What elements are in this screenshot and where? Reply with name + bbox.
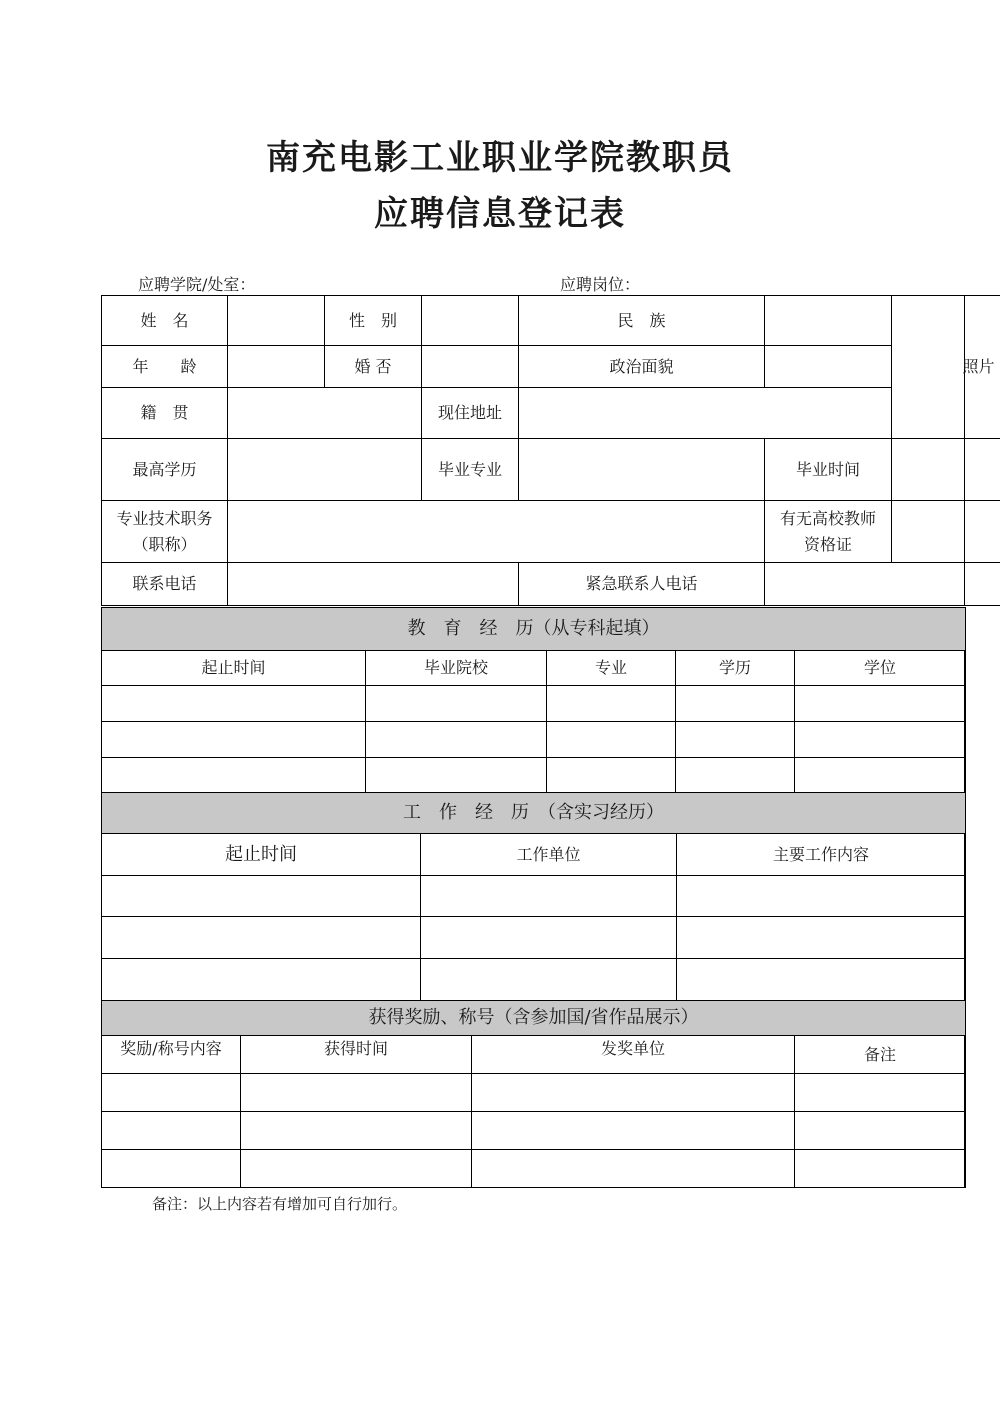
work-cell[interactable] — [677, 876, 966, 917]
edu-cell[interactable] — [676, 758, 795, 794]
gender-label: 性 别 — [325, 296, 422, 346]
award-col-time: 获得时间 — [241, 1036, 472, 1074]
prof-title-label-line1: 专业技术职务 — [116, 508, 213, 528]
award-cell[interactable] — [795, 1112, 966, 1150]
age-value[interactable] — [228, 346, 325, 388]
photo-cell[interactable]: 照片 — [892, 296, 1000, 439]
edu-cell[interactable] — [547, 686, 676, 722]
grad-time-value[interactable] — [892, 439, 1000, 501]
form-title-line2: 应聘信息登记表 — [374, 194, 626, 234]
award-cell[interactable] — [472, 1074, 795, 1112]
emergency-value[interactable] — [765, 563, 1000, 606]
award-cell[interactable] — [241, 1150, 472, 1188]
award-cell[interactable] — [795, 1150, 966, 1188]
edu-col-time: 起止时间 — [102, 651, 366, 686]
work-col-employer: 工作单位 — [421, 834, 677, 876]
footnote: 备注：以上内容若有增加可自行加行。 — [152, 1195, 408, 1213]
award-cell[interactable] — [102, 1112, 241, 1150]
edu-cell[interactable] — [102, 686, 366, 722]
age-label: 年 龄 — [102, 346, 228, 388]
work-heading: 工 作 经 历 （含实习经历） — [102, 793, 966, 834]
table-row — [102, 959, 966, 1001]
award-cell[interactable] — [472, 1112, 795, 1150]
apply-college-label: 应聘学院/处室： — [138, 275, 256, 294]
marital-value[interactable] — [422, 346, 519, 388]
cert-label-line2: 资格证 — [804, 534, 853, 554]
edu-cell[interactable] — [795, 722, 966, 758]
grad-time-label: 毕业时间 — [765, 439, 892, 501]
award-cell[interactable] — [472, 1150, 795, 1188]
table-row — [102, 686, 966, 722]
edu-cell[interactable] — [676, 686, 795, 722]
table-row — [102, 917, 966, 959]
awards-heading: 获得奖励、称号（含参加国/省作品展示） — [102, 1001, 966, 1036]
cert-label — [765, 501, 892, 563]
prof-title-label — [102, 501, 228, 563]
edu-cell[interactable] — [102, 758, 366, 794]
award-col-content: 奖励/称号内容 — [102, 1036, 241, 1074]
edu-cell[interactable] — [547, 758, 676, 794]
work-cell[interactable] — [421, 876, 677, 917]
edu-cell[interactable] — [795, 686, 966, 722]
edu-cell[interactable] — [366, 722, 547, 758]
political-label: 政治面貌 — [519, 346, 765, 388]
education-heading: 教 育 经 历（从专科起填） — [102, 608, 966, 651]
prof-title-label-line2: （职称） — [132, 534, 197, 554]
work-table — [101, 792, 965, 1001]
major-label: 毕业专业 — [422, 439, 519, 501]
table-row — [102, 722, 966, 758]
form-title-line1: 南充电影工业职业学院教职员 — [266, 138, 734, 178]
award-cell[interactable] — [795, 1074, 966, 1112]
basic-info-table — [101, 295, 995, 606]
work-cell[interactable] — [677, 959, 966, 1001]
address-label: 现住地址 — [422, 388, 519, 439]
edu-cell[interactable] — [102, 722, 366, 758]
native-label: 籍 贯 — [102, 388, 228, 439]
ethnicity-value[interactable] — [765, 296, 892, 346]
work-col-time: 起止时间 — [102, 834, 421, 876]
edu-col-school: 毕业院校 — [366, 651, 547, 686]
apply-position-label: 应聘岗位： — [560, 275, 641, 294]
degree-value[interactable] — [228, 439, 422, 501]
work-cell[interactable] — [677, 917, 966, 959]
education-table — [101, 607, 965, 794]
address-value[interactable] — [519, 388, 892, 439]
table-row — [102, 1150, 966, 1188]
table-row — [102, 1112, 966, 1150]
work-cell[interactable] — [421, 917, 677, 959]
work-cell[interactable] — [421, 959, 677, 1001]
name-label: 姓 名 — [102, 296, 228, 346]
award-col-issuer: 发奖单位 — [472, 1036, 795, 1074]
table-row — [102, 1074, 966, 1112]
work-cell[interactable] — [102, 917, 421, 959]
edu-col-degree: 学位 — [795, 651, 966, 686]
phone-value[interactable] — [228, 563, 519, 606]
phone-label: 联系电话 — [102, 563, 228, 606]
edu-cell[interactable] — [366, 758, 547, 794]
award-cell[interactable] — [102, 1150, 241, 1188]
table-row — [102, 876, 966, 917]
degree-label: 最高学历 — [102, 439, 228, 501]
political-value[interactable] — [765, 346, 892, 388]
cert-label-line1: 有无高校教师 — [780, 508, 877, 528]
emergency-label: 紧急联系人电话 — [519, 563, 765, 606]
edu-col-level: 学历 — [676, 651, 795, 686]
awards-table — [101, 1000, 965, 1188]
marital-label: 婚 否 — [325, 346, 422, 388]
award-cell[interactable] — [102, 1074, 241, 1112]
work-cell[interactable] — [102, 959, 421, 1001]
award-cell[interactable] — [241, 1074, 472, 1112]
gender-value[interactable] — [422, 296, 519, 346]
edu-cell[interactable] — [795, 758, 966, 794]
award-col-remarks: 备注 — [795, 1036, 966, 1074]
major-value[interactable] — [519, 439, 765, 501]
work-col-content: 主要工作内容 — [677, 834, 966, 876]
ethnicity-label: 民 族 — [519, 296, 765, 346]
name-value[interactable] — [228, 296, 325, 346]
edu-cell[interactable] — [366, 686, 547, 722]
work-cell[interactable] — [102, 876, 421, 917]
cert-value[interactable] — [892, 501, 1000, 563]
prof-title-value[interactable] — [228, 501, 765, 563]
edu-cell[interactable] — [676, 722, 795, 758]
award-cell[interactable] — [241, 1112, 472, 1150]
native-value[interactable] — [228, 388, 422, 439]
edu-col-major: 专业 — [547, 651, 676, 686]
edu-cell[interactable] — [547, 722, 676, 758]
table-row — [102, 758, 966, 794]
